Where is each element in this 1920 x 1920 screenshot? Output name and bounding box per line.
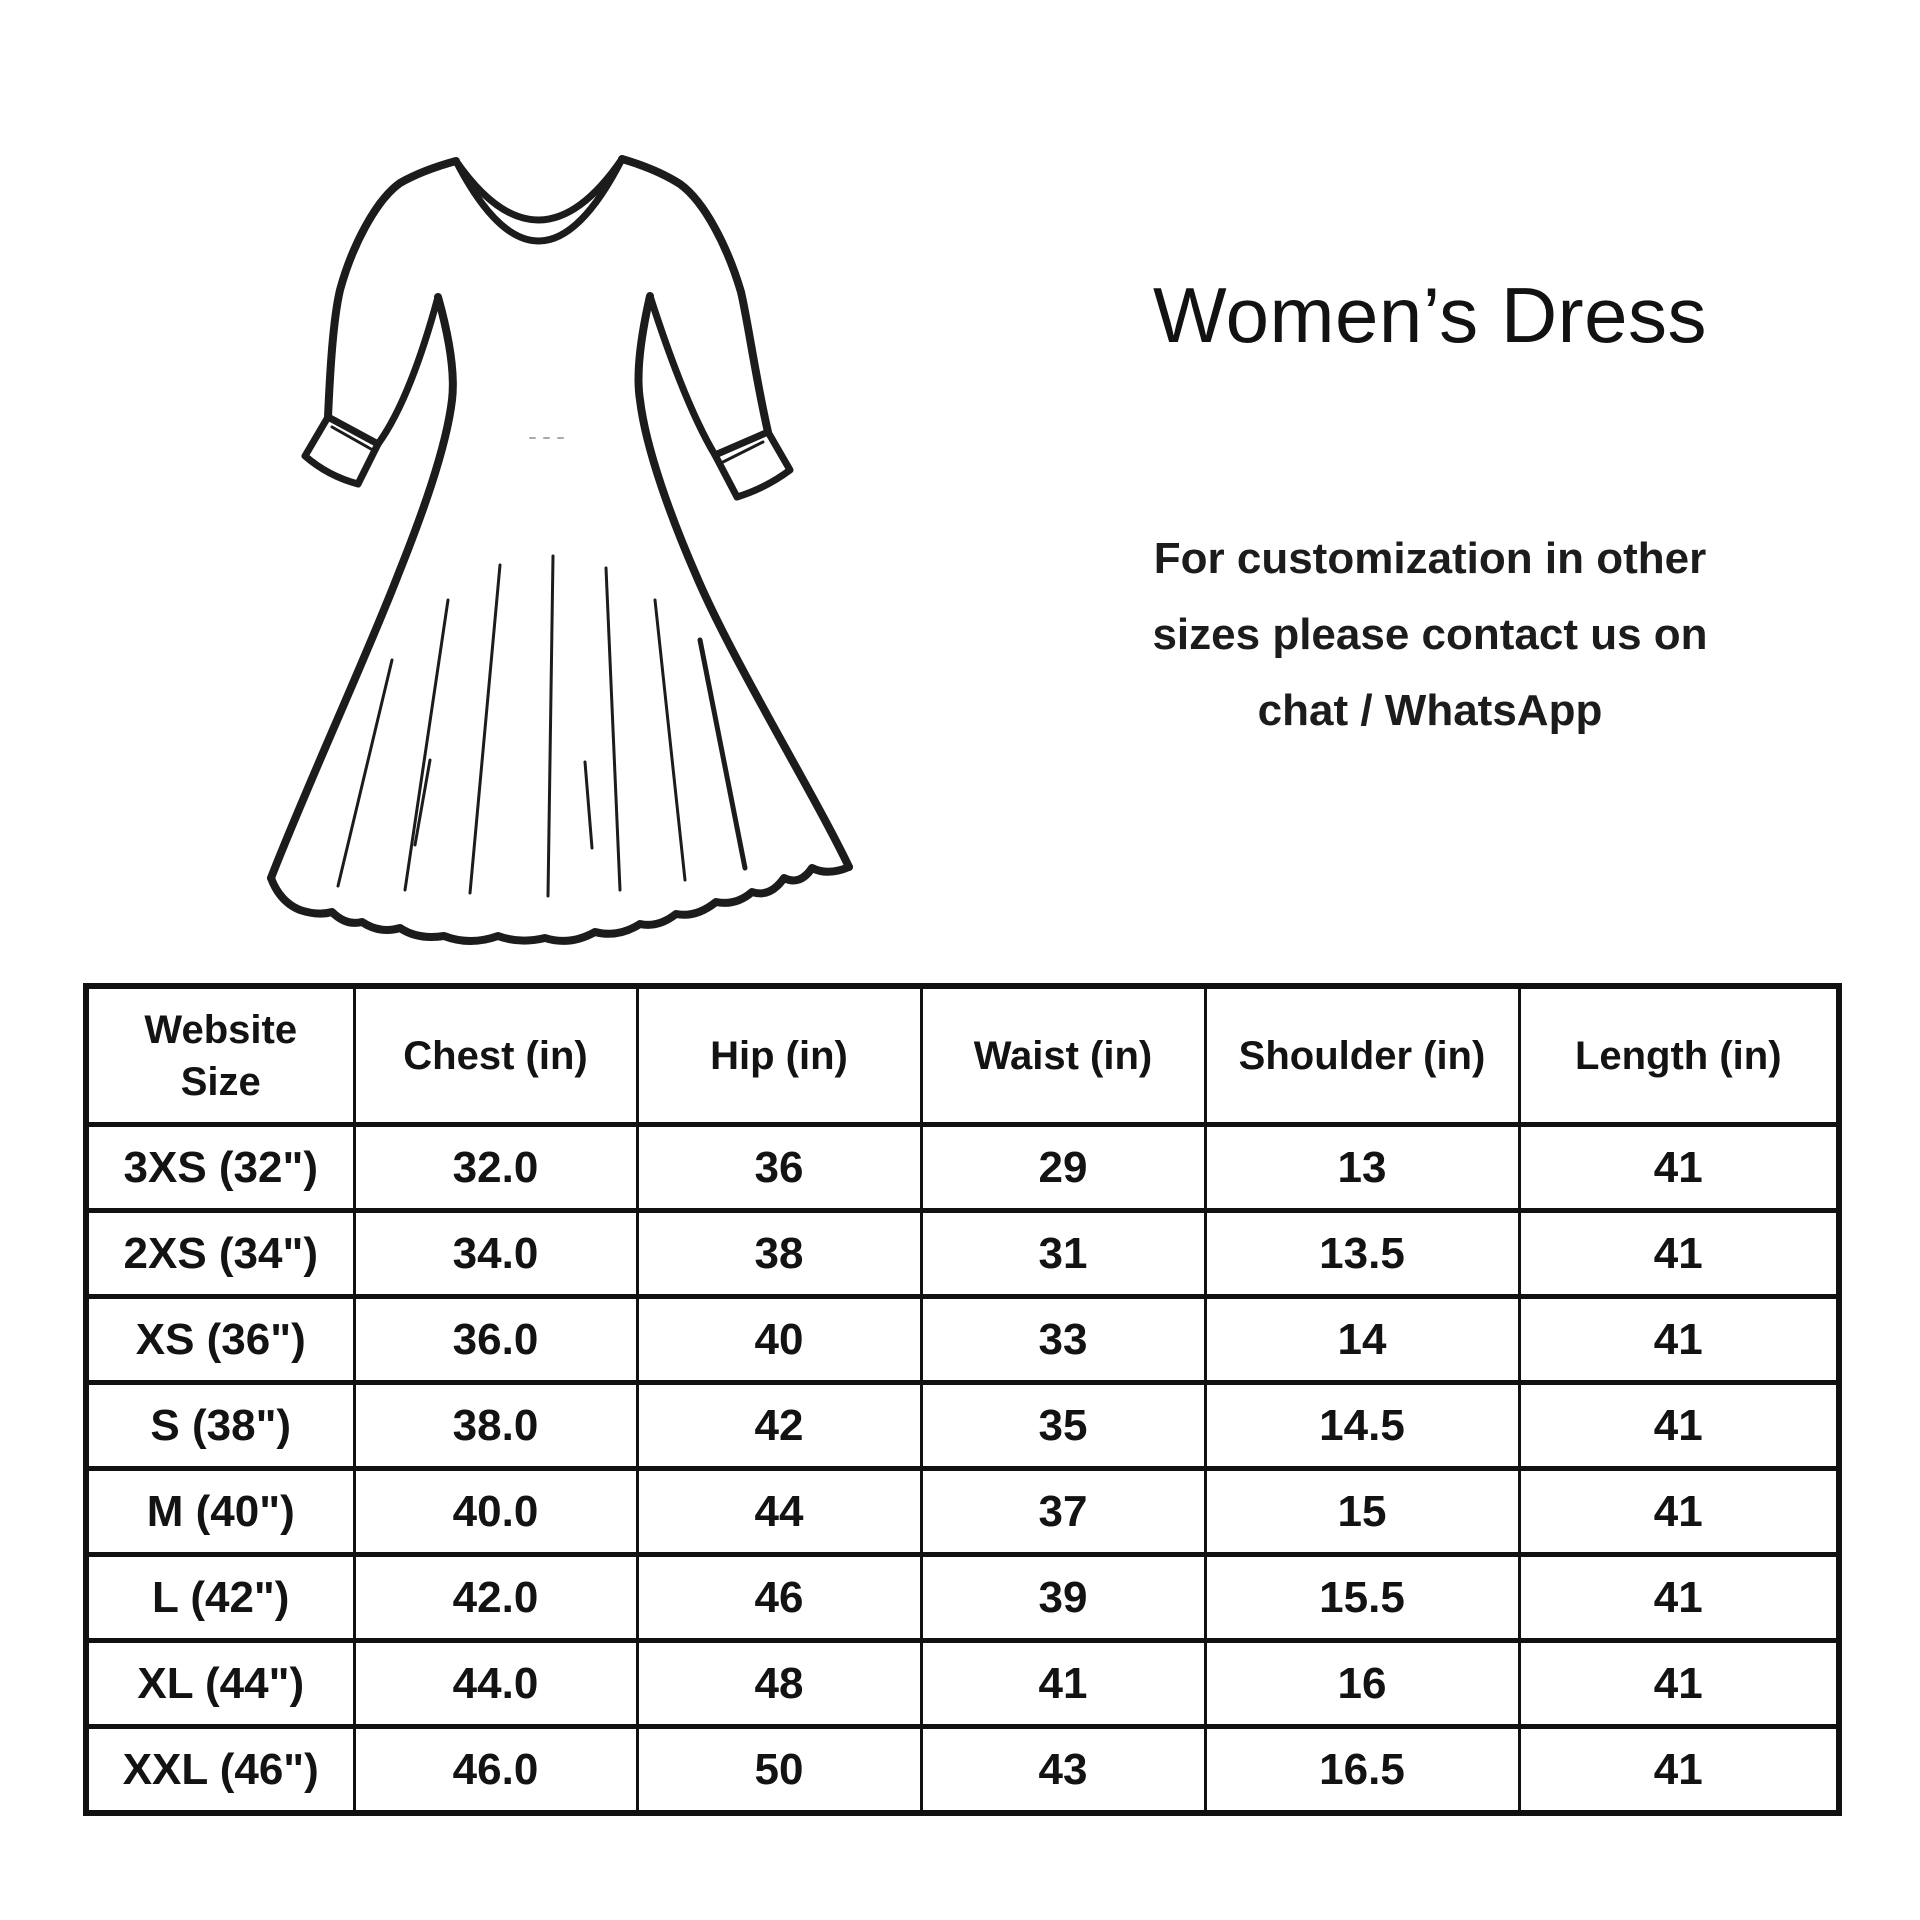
table-row <box>86 1297 1839 1383</box>
measurement-cell: 41 <box>1519 1211 1839 1297</box>
measurement-cell: 38 <box>637 1211 921 1297</box>
table-row <box>86 1211 1839 1297</box>
measurement-cell: 29 <box>921 1125 1205 1211</box>
measurement-cell: 43 <box>921 1727 1205 1814</box>
size-label-cell: 2XS (34") <box>86 1211 354 1297</box>
note-line: sizes please contact us on <box>1152 610 1708 659</box>
size-label-cell: XS (36") <box>86 1297 354 1383</box>
measurement-cell: 14.5 <box>1205 1383 1519 1469</box>
column-header: Chest (in) <box>354 986 637 1125</box>
measurement-cell: 42 <box>637 1383 921 1469</box>
left-sleeve-inner-line <box>378 297 438 444</box>
table-row <box>86 1727 1839 1814</box>
size-label-cell: S (38") <box>86 1383 354 1469</box>
measurement-cell: 50 <box>637 1727 921 1814</box>
measurement-cell: 40.0 <box>354 1469 637 1555</box>
right-side-seam-line <box>638 296 849 867</box>
measurement-cell: 41 <box>921 1641 1205 1727</box>
table-row <box>86 1469 1839 1555</box>
dress-illustration <box>190 95 910 955</box>
column-header: Length (in) <box>1519 986 1839 1125</box>
note-line: chat / WhatsApp <box>1257 686 1603 735</box>
measurement-cell: 46 <box>637 1555 921 1641</box>
size-chart-table <box>83 983 1842 1816</box>
column-header: Website Size <box>86 986 354 1125</box>
measurement-cell: 13.5 <box>1205 1211 1519 1297</box>
skirt-fold-line <box>700 640 745 868</box>
measurement-cell: 44.0 <box>354 1641 637 1727</box>
measurement-cell: 34.0 <box>354 1211 637 1297</box>
dress-illustration-svg <box>190 95 910 955</box>
hem-wavy-line <box>271 867 849 941</box>
skirt-fold-line <box>548 556 553 896</box>
left-cuff-band <box>305 417 378 484</box>
measurement-cell: 14 <box>1205 1297 1519 1383</box>
table-row <box>86 1125 1839 1211</box>
size-label-cell: XXL (46") <box>86 1727 354 1814</box>
measurement-cell: 42.0 <box>354 1555 637 1641</box>
measurement-cell: 41 <box>1519 1641 1839 1727</box>
left-sleeve-outer-line <box>328 161 456 417</box>
measurement-cell: 33 <box>921 1297 1205 1383</box>
measurement-cell: 16 <box>1205 1641 1519 1727</box>
measurement-cell: 41 <box>1519 1125 1839 1211</box>
column-header: Shoulder (in) <box>1205 986 1519 1125</box>
right-column <box>1060 270 1800 749</box>
measurement-cell: 46.0 <box>354 1727 637 1814</box>
measurement-cell: 15.5 <box>1205 1555 1519 1641</box>
measurement-cell: 41 <box>1519 1469 1839 1555</box>
column-header: Waist (in) <box>921 986 1205 1125</box>
customization-note <box>1060 521 1800 749</box>
skirt-fold-line <box>470 565 500 893</box>
skirt-fold-line <box>655 600 685 880</box>
table-row <box>86 1555 1839 1641</box>
table-row <box>86 1383 1839 1469</box>
skirt-fold-line <box>606 568 620 890</box>
collar-inner-line <box>456 159 622 220</box>
skirt-fold-line-short <box>585 762 592 848</box>
measurement-cell: 48 <box>637 1641 921 1727</box>
right-sleeve-inner-line <box>650 296 715 455</box>
measurement-cell: 41 <box>1519 1727 1839 1814</box>
measurement-cell: 39 <box>921 1555 1205 1641</box>
size-label-cell: 3XS (32") <box>86 1125 354 1211</box>
right-cuff-band <box>715 432 790 497</box>
measurement-cell: 36 <box>637 1125 921 1211</box>
collar-outer-line <box>456 159 622 241</box>
skirt-fold-line <box>405 600 448 890</box>
measurement-cell: 37 <box>921 1469 1205 1555</box>
measurement-cell: 41 <box>1519 1383 1839 1469</box>
note-line: For customization in other <box>1153 534 1707 583</box>
measurement-cell: 35 <box>921 1383 1205 1469</box>
size-label-cell: M (40") <box>86 1469 354 1555</box>
measurement-cell: 13 <box>1205 1125 1519 1211</box>
measurement-cell: 41 <box>1519 1297 1839 1383</box>
size-table-head-row <box>86 986 1839 1125</box>
measurement-cell: 41 <box>1519 1555 1839 1641</box>
measurement-cell: 16.5 <box>1205 1727 1519 1814</box>
size-label-cell: L (42") <box>86 1555 354 1641</box>
measurement-cell: 40 <box>637 1297 921 1383</box>
page-title: Women’s Dress <box>1152 271 1708 359</box>
measurement-cell: 32.0 <box>354 1125 637 1211</box>
right-sleeve-outer-line <box>622 159 768 432</box>
column-header: Hip (in) <box>637 986 921 1125</box>
measurement-cell: 44 <box>637 1469 921 1555</box>
measurement-cell: 38.0 <box>354 1383 637 1469</box>
size-table-body <box>86 1125 1839 1814</box>
table-row <box>86 1641 1839 1727</box>
measurement-cell: 31 <box>921 1211 1205 1297</box>
size-label-cell: XL (44") <box>86 1641 354 1727</box>
measurement-cell: 36.0 <box>354 1297 637 1383</box>
measurement-cell: 15 <box>1205 1469 1519 1555</box>
